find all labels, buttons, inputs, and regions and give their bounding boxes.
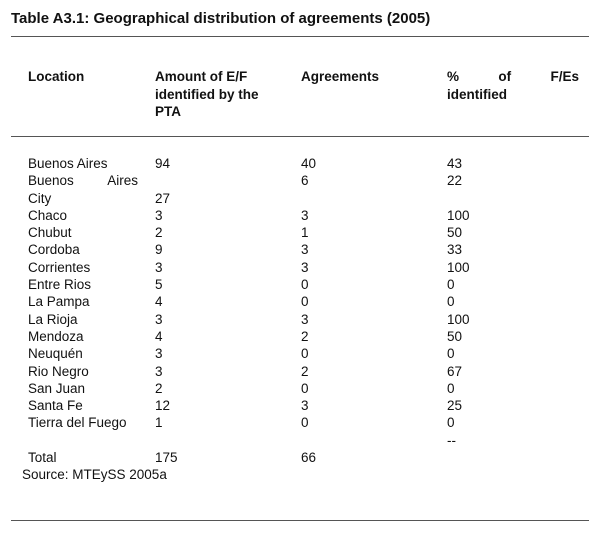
cell-percent: 67 xyxy=(447,363,463,379)
table-row xyxy=(0,380,600,397)
total-amount: 175 xyxy=(155,450,178,465)
cell-location: San Juan xyxy=(28,380,86,396)
cell-agreements: 0 xyxy=(301,277,309,293)
table-body xyxy=(0,155,600,449)
cell-agreements: 0 xyxy=(301,294,309,310)
cell-agreements: 0 xyxy=(301,380,309,396)
cell-location: La Pampa xyxy=(28,294,90,310)
cell-agreements: 40 xyxy=(301,156,317,171)
cell-agreements: 3 xyxy=(301,259,309,275)
cell-percent: 0 xyxy=(447,346,455,362)
cell-amount: 27 xyxy=(155,190,171,206)
cell-percent: -- xyxy=(447,432,456,448)
header-amount: Amount of E/F identified by the PTA xyxy=(155,69,259,119)
cell-amount: 3 xyxy=(155,259,163,275)
cell-percent: 50 xyxy=(447,328,463,344)
table-row xyxy=(0,207,600,224)
table-row xyxy=(0,293,600,310)
header-agreements: Agreements xyxy=(301,69,380,84)
cell-location: City xyxy=(28,190,52,206)
cell-percent: 100 xyxy=(447,207,470,223)
cell-amount: 3 xyxy=(155,207,163,223)
table-row xyxy=(0,328,600,345)
cell-location: Tierra del Fuego xyxy=(28,415,127,431)
cell-amount: 2 xyxy=(155,380,163,396)
cell-amount: 3 xyxy=(155,346,163,362)
header-percent-fes: F/Es xyxy=(550,69,579,84)
cell-percent: 100 xyxy=(447,259,470,275)
cell-agreements: 0 xyxy=(301,415,309,431)
table-title: Table A3.1: Geographical distribution of agreements (2005) xyxy=(11,10,431,27)
table-row xyxy=(0,172,600,189)
cell-percent: 25 xyxy=(447,398,463,414)
cell-agreements: 2 xyxy=(301,328,309,344)
header-percent xyxy=(447,68,579,103)
cell-location: Chaco xyxy=(28,207,68,223)
source-note: Source: MTEySS 2005a xyxy=(22,467,167,482)
cell-agreements: 3 xyxy=(301,207,309,223)
table-row xyxy=(0,397,600,414)
cell-location: Santa Fe xyxy=(28,398,83,414)
cell-percent: 0 xyxy=(447,277,455,293)
bottom-rule xyxy=(11,520,589,521)
table-row xyxy=(0,363,600,380)
cell-percent: 50 xyxy=(447,225,463,241)
cell-amount: 3 xyxy=(155,363,163,379)
cell-amount: 4 xyxy=(155,328,163,344)
header-location: Location xyxy=(28,69,85,84)
cell-location: Neuquén xyxy=(28,346,83,362)
cell-agreements: 6 xyxy=(301,173,309,189)
cell-location: Chubut xyxy=(28,225,72,241)
table-row xyxy=(0,345,600,362)
cell-agreements: 3 xyxy=(301,242,309,258)
cell-location: Corrientes xyxy=(28,259,91,275)
top-rule xyxy=(11,36,589,37)
cell-location: Rio Negro xyxy=(28,363,89,379)
cell-location: La Rioja xyxy=(28,311,78,327)
cell-percent: 0 xyxy=(447,380,455,396)
cell-percent: 0 xyxy=(447,415,455,431)
cell-amount: 94 xyxy=(155,156,171,171)
cell-amount: 4 xyxy=(155,294,163,310)
cell-location: Buenos Aires xyxy=(28,156,108,171)
cell-amount: 9 xyxy=(155,242,163,258)
cell-location-part: Aires xyxy=(107,173,138,189)
table-row xyxy=(0,190,600,207)
cell-percent: 22 xyxy=(447,173,463,189)
header-percent-symbol: % xyxy=(447,69,460,84)
header-percent-of: of xyxy=(498,69,512,84)
cell-location: Mendoza xyxy=(28,328,84,344)
table-row xyxy=(0,241,600,258)
total-row xyxy=(0,449,600,466)
cell-percent: 43 xyxy=(447,156,463,171)
header-percent-identified: identified xyxy=(447,86,507,102)
cell-agreements: 3 xyxy=(301,398,309,414)
cell-percent: 33 xyxy=(447,242,463,258)
cell-location: Cordoba xyxy=(28,242,80,258)
cell-agreements: 3 xyxy=(301,311,309,327)
cell-amount: 3 xyxy=(155,311,163,327)
cell-amount: 1 xyxy=(155,415,163,431)
cell-location xyxy=(28,172,138,189)
table-row xyxy=(0,224,600,241)
total-label: Total xyxy=(28,450,57,465)
table-row xyxy=(0,259,600,276)
table-row xyxy=(0,155,600,172)
total-agreements: 66 xyxy=(301,450,317,465)
cell-amount: 5 xyxy=(155,277,163,293)
table-row xyxy=(0,414,600,431)
cell-agreements: 0 xyxy=(301,346,309,362)
table-row xyxy=(0,276,600,293)
cell-amount: 2 xyxy=(155,225,163,241)
cell-percent: 0 xyxy=(447,294,455,310)
table-row xyxy=(0,432,600,449)
header-rule xyxy=(11,136,589,137)
cell-percent: 100 xyxy=(447,311,470,327)
cell-location-part: Buenos xyxy=(28,173,74,189)
cell-agreements: 2 xyxy=(301,363,309,379)
cell-location: Entre Rios xyxy=(28,277,92,293)
cell-agreements: 1 xyxy=(301,225,309,241)
cell-amount: 12 xyxy=(155,398,171,414)
table-row xyxy=(0,311,600,328)
